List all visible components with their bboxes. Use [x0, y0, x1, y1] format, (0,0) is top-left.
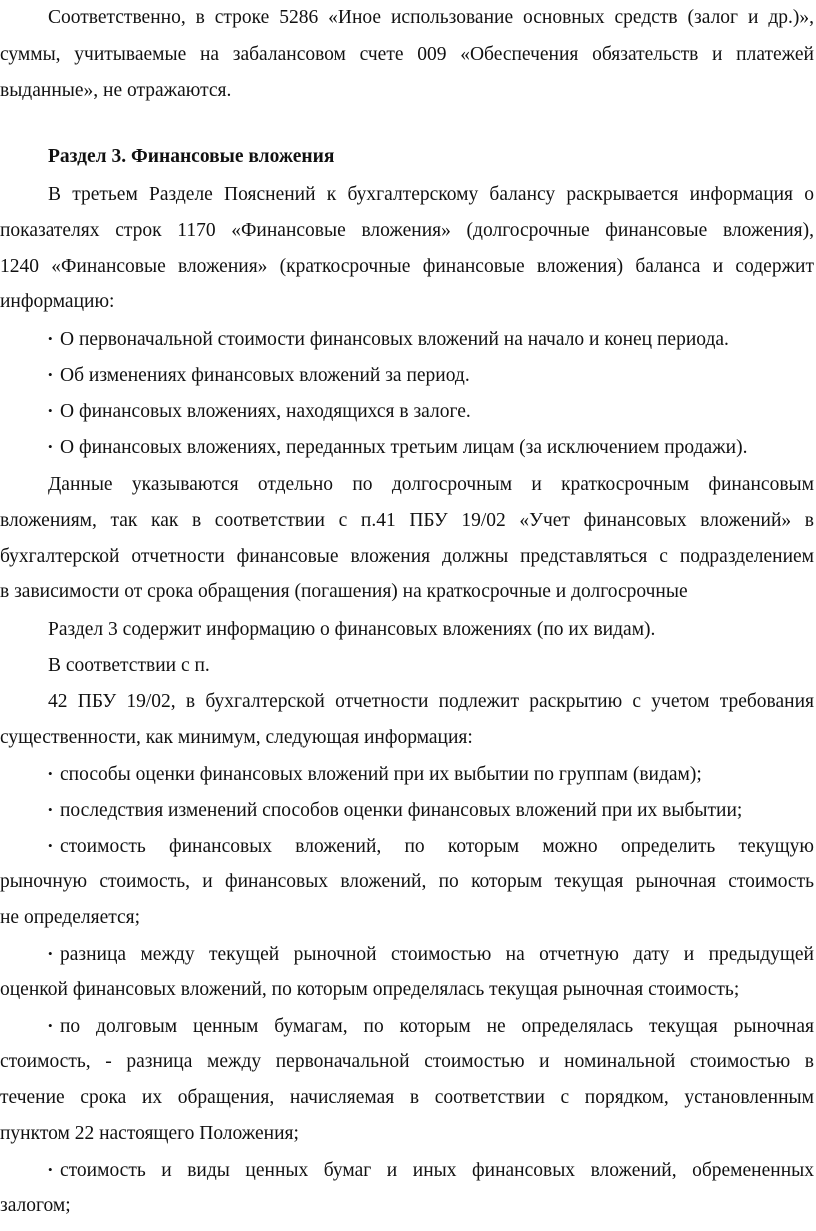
list-item-text: способы оценки финансовых вложений при их выбытии по группам (видам);: [60, 764, 702, 785]
bullet-icon: •: [48, 439, 53, 454]
list-item: [0, 363, 814, 388]
list-item: [0, 942, 814, 967]
list-item: [0, 399, 814, 424]
paragraph-line: информацию:: [0, 291, 115, 312]
list-item-text: Об изменениях финансовых вложений за период.: [60, 365, 470, 386]
bullet-icon: •: [48, 1018, 53, 1033]
list-item-text: стоимость финансовых вложений, по которым можно определить текущую: [60, 836, 814, 857]
paragraph-line: В третьем Разделе Пояснений к бухгалтерскому балансу раскрывается информация о: [48, 184, 814, 205]
list-item-text: последствия изменений способов оценки финансовых вложений при их выбытии;: [60, 800, 743, 821]
list-item: [0, 435, 814, 460]
list-item-text: О финансовых вложениях, переданных третьим лицам (за исключением продажи).: [60, 437, 748, 458]
bullet-icon: •: [48, 367, 53, 382]
paragraph-line: пунктом 22 настоящего Положения;: [0, 1123, 299, 1144]
bullet-icon: •: [48, 802, 53, 817]
paragraph-line: В соответствии с п.: [48, 655, 210, 676]
paragraph-line: 1240 «Финансовые вложения» (краткосрочные финансовые вложения) баланса и содержит: [0, 256, 814, 277]
paragraph-line: 42 ПБУ 19/02, в бухгалтерской отчетности подлежит раскрытию с учетом требования: [48, 691, 814, 712]
paragraph-line: выданные», не отражаются.: [0, 80, 232, 101]
list-item: [0, 1158, 814, 1183]
paragraph-line: оценкой финансовых вложений, по которым определялась текущая рыночная стоимость;: [0, 979, 740, 1000]
bullet-icon: •: [48, 838, 53, 853]
paragraph-line: вложениям, так как в соответствии с п.41 ПБУ 19/02 «Учет финансовых вложений» в: [0, 510, 814, 531]
paragraph-line: залогом;: [0, 1195, 71, 1216]
list-item: [0, 762, 814, 787]
bullet-icon: •: [48, 403, 53, 418]
paragraph-line: в зависимости от срока обращения (погашения) на краткосрочные и долгосрочные: [0, 581, 688, 602]
paragraph-line: Данные указываются отдельно по долгосрочным и краткосрочным финансовым: [48, 474, 814, 495]
paragraph-line: суммы, учитываемые на забалансовом счете 009 «Обеспечения обязательств и платежей: [0, 44, 814, 65]
list-item: [0, 327, 814, 352]
paragraph-line: стоимость, - разница между первоначальной стоимостью и номинальной стоимостью в: [0, 1051, 814, 1072]
bullet-icon: •: [48, 331, 53, 346]
bullet-icon: •: [48, 766, 53, 781]
paragraph-line: не определяется;: [0, 907, 141, 928]
paragraph-line: рыночную стоимость, и финансовых вложений, по которым текущая рыночная стоимость: [0, 871, 814, 892]
list-item-text: стоимость и виды ценных бумаг и иных финансовых вложений, обремененных: [60, 1160, 814, 1181]
list-item-text: по долговым ценным бумагам, по которым не определялась текущая рыночная: [60, 1016, 814, 1037]
paragraph-line: Соответственно, в строке 5286 «Иное использование основных средств (залог и др.)»,: [48, 7, 814, 28]
section-heading: Раздел 3. Финансовые вложения: [48, 146, 335, 167]
paragraph-line: существенности, как минимум, следующая информация:: [0, 727, 473, 748]
bullet-icon: •: [48, 946, 53, 961]
list-item-text: О первоначальной стоимости финансовых вложений на начало и конец периода.: [60, 329, 729, 350]
paragraph-line: течение срока их обращения, начисляемая в соответствии с порядком, установленным: [0, 1087, 814, 1108]
paragraph-line: бухгалтерской отчетности финансовые вложения должны представляться с подразделением: [0, 546, 814, 567]
list-item: [0, 798, 814, 823]
bullet-icon: •: [48, 1162, 53, 1177]
list-item-text: разница между текущей рыночной стоимостью на отчетную дату и предыдущей: [60, 944, 814, 965]
paragraph-line: показателях строк 1170 «Финансовые вложения» (долгосрочные финансовые вложения),: [0, 220, 814, 241]
paragraph-line: Раздел 3 содержит информацию о финансовых вложениях (по их видам).: [48, 619, 656, 640]
list-item-text: О финансовых вложениях, находящихся в залоге.: [60, 401, 471, 422]
list-item: [0, 834, 814, 859]
list-item: [0, 1014, 814, 1039]
